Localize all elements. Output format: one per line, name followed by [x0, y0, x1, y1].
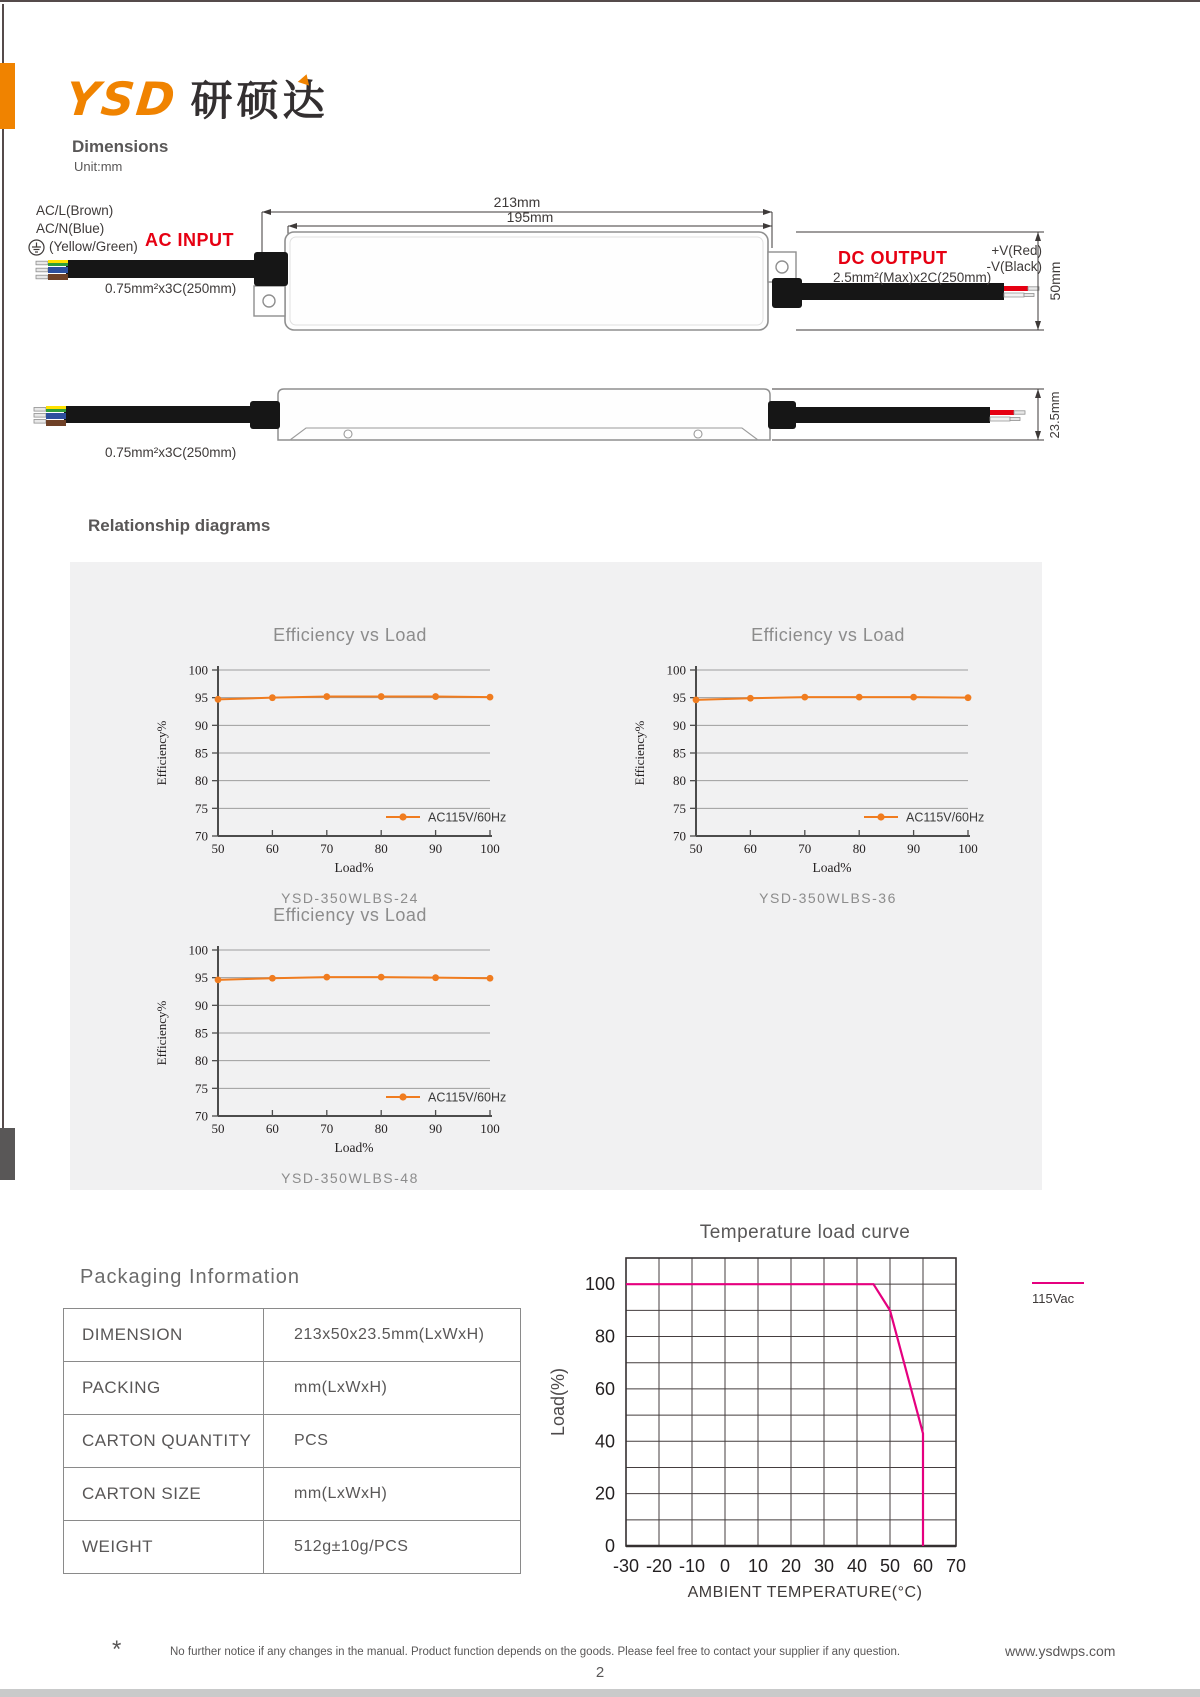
chart-model: YSD-350WLBS-48 [281, 1170, 419, 1186]
svg-text:95: 95 [673, 690, 686, 706]
temp-legend-label: 115Vac [1032, 1291, 1075, 1306]
svg-text:80: 80 [195, 773, 208, 789]
wire-brown [48, 274, 68, 280]
svg-text:80: 80 [374, 841, 388, 856]
chart-model: YSD-350WLBS-36 [759, 890, 897, 906]
svg-text:Efficiency%: Efficiency% [632, 720, 647, 786]
temperature-load-chart [530, 1245, 1010, 1593]
svg-text:85: 85 [195, 745, 208, 761]
svg-text:Efficiency%: Efficiency% [154, 1000, 169, 1066]
label-ground: (Yellow/Green) [49, 239, 138, 254]
table-row [64, 1521, 521, 1574]
svg-text:90: 90 [195, 717, 208, 733]
svg-text:60: 60 [265, 841, 279, 856]
mount-hole-right [776, 261, 788, 273]
svg-text:75: 75 [195, 1080, 208, 1096]
svg-text:-30: -30 [612, 1556, 640, 1576]
chart-title: Efficiency vs Load [273, 905, 427, 925]
wire-white [1004, 293, 1024, 297]
packaging-table [63, 1308, 521, 1574]
svg-text:30: 30 [813, 1556, 835, 1576]
svg-text:80: 80 [195, 1053, 208, 1069]
svg-text:70: 70 [320, 841, 334, 856]
chart-title: Efficiency vs Load [273, 625, 427, 645]
svg-text:70: 70 [195, 1108, 208, 1124]
svg-text:AC115V/60Hz: AC115V/60Hz [428, 1090, 507, 1105]
chart-title: Efficiency vs Load [751, 625, 905, 645]
top-border-line [0, 0, 1200, 2]
label-v-minus: -V(Black) [986, 259, 1042, 274]
table-row [64, 1362, 521, 1415]
row-value: mm(LxWxH) [264, 1362, 521, 1415]
mount-hole-left [263, 295, 275, 307]
svg-text:90: 90 [429, 841, 443, 856]
table-row [64, 1309, 521, 1362]
label-input-cable: 0.75mm²x3C(250mm) [105, 281, 237, 296]
svg-text:80: 80 [374, 1121, 388, 1136]
chart-model: YSD-350WLBS-24 [281, 890, 419, 906]
bottom-bar [0, 1689, 1200, 1697]
dimensions-title: Dimensions [72, 137, 169, 156]
orange-edge-tab [0, 63, 15, 129]
svg-text:AC115V/60Hz: AC115V/60Hz [428, 810, 507, 825]
svg-text:80: 80 [594, 1326, 615, 1347]
efficiency-chart-48-plot [150, 930, 550, 1170]
svg-text:80: 80 [852, 841, 866, 856]
svg-text:50: 50 [689, 841, 703, 856]
efficiency-chart-24-plot [150, 650, 550, 890]
label-ac-input: AC INPUT [145, 230, 234, 250]
footnote-star: * [112, 1636, 122, 1663]
svg-text:90: 90 [195, 997, 208, 1013]
left-border-line [2, 4, 4, 1130]
ground-icon [28, 239, 45, 256]
svg-text:90: 90 [429, 1121, 443, 1136]
label-output-cable: 2.5mm²(Max)x2C(250mm) [833, 270, 992, 285]
svg-text:50: 50 [879, 1556, 901, 1576]
temp-chart-xlabel: AMBIENT TEMPERATURE(°C) [687, 1584, 923, 1601]
temp-chart-title: Temperature load curve [699, 1222, 911, 1243]
svg-text:100: 100 [584, 1274, 615, 1295]
input-connector-side [250, 401, 280, 429]
row-label: DIMENSION [64, 1309, 264, 1362]
svg-text:70: 70 [195, 828, 208, 844]
svg-text:0: 0 [719, 1556, 731, 1576]
table-row [64, 1468, 521, 1521]
packaging-title: Packaging Information [80, 1266, 301, 1288]
output-connector [772, 278, 802, 308]
efficiency-chart-36-plot [628, 650, 1028, 890]
output-cable-side [794, 407, 990, 423]
efficiency-chart-36 [628, 625, 1028, 906]
wire-blue [48, 267, 68, 273]
svg-text:90: 90 [673, 717, 686, 733]
svg-text:40: 40 [594, 1431, 615, 1452]
psu-body-top-view [285, 232, 768, 330]
efficiency-chart-24 [150, 625, 550, 906]
brand-logo [63, 68, 329, 128]
page-number: 2 [595, 1664, 605, 1681]
efficiency-chart-48 [150, 905, 550, 1186]
input-connector [254, 252, 288, 286]
svg-text:100: 100 [480, 841, 500, 856]
label-ac-n: AC/N(Blue) [36, 221, 105, 236]
output-cable [800, 283, 1004, 300]
svg-text:100: 100 [188, 942, 208, 958]
svg-text:20: 20 [780, 1556, 802, 1576]
svg-text:50: 50 [211, 841, 225, 856]
row-label: PACKING [64, 1362, 264, 1415]
svg-text:Load%: Load% [334, 860, 374, 875]
svg-text:Load(%): Load(%) [548, 1367, 568, 1437]
svg-text:Load%: Load% [334, 1140, 374, 1155]
svg-text:75: 75 [195, 800, 208, 816]
table-row [64, 1415, 521, 1468]
row-label: CARTON SIZE [64, 1468, 264, 1521]
row-value: mm(LxWxH) [264, 1468, 521, 1521]
svg-text:0: 0 [604, 1536, 615, 1556]
svg-text:80: 80 [673, 773, 686, 789]
wire-red [1004, 286, 1028, 291]
row-value: 512g±10g/PCS [264, 1521, 521, 1574]
row-value: 213x50x23.5mm(LxWxH) [264, 1309, 521, 1362]
svg-text:AC115V/60Hz: AC115V/60Hz [906, 810, 985, 825]
label-ac-l: AC/L(Brown) [36, 203, 114, 218]
svg-text:Efficiency%: Efficiency% [154, 720, 169, 786]
svg-text:60: 60 [594, 1378, 615, 1399]
svg-text:100: 100 [480, 1121, 500, 1136]
svg-text:20: 20 [594, 1483, 615, 1504]
dim-23-5mm-label: 23.5mm [1047, 391, 1062, 439]
gray-edge-tab [0, 1128, 15, 1180]
svg-text:90: 90 [907, 841, 921, 856]
temp-legend-line [1032, 1282, 1084, 1284]
svg-text:95: 95 [195, 970, 208, 986]
svg-text:40: 40 [846, 1556, 868, 1576]
svg-text:-10: -10 [678, 1556, 706, 1576]
label-input-cable-side: 0.75mm²x3C(250mm) [105, 445, 237, 460]
label-dc-output: DC OUTPUT [838, 248, 948, 268]
svg-text:100: 100 [958, 841, 978, 856]
svg-text:10: 10 [747, 1556, 769, 1576]
dimensions-unit: Unit:mm [74, 159, 123, 174]
svg-text:75: 75 [673, 800, 686, 816]
svg-text:-20: -20 [645, 1556, 673, 1576]
output-connector-side [768, 401, 796, 429]
svg-text:60: 60 [265, 1121, 279, 1136]
input-cable-side [64, 406, 252, 423]
svg-text:60: 60 [912, 1556, 934, 1576]
wire-green [48, 263, 68, 266]
footnote-text: No further notice if any changes in the manual. Product function depends on the goods. Please feel free to contact your supplier if any question. [170, 1646, 901, 1658]
label-v-plus: +V(Red) [991, 243, 1042, 258]
dim-50mm-label: 50mm [1047, 261, 1063, 301]
brand-logo-cn: 研硕达 [190, 77, 329, 124]
svg-text:100: 100 [666, 662, 686, 678]
dim-195mm-label: 195mm [506, 209, 554, 225]
svg-text:95: 95 [195, 690, 208, 706]
svg-text:100: 100 [188, 662, 208, 678]
svg-text:60: 60 [743, 841, 757, 856]
row-label: WEIGHT [64, 1521, 264, 1574]
svg-text:70: 70 [673, 828, 686, 844]
relationship-title: Relationship diagrams [88, 516, 271, 535]
svg-text:70: 70 [945, 1556, 967, 1576]
wire-yellow [48, 260, 68, 263]
row-value: PCS [264, 1415, 521, 1468]
row-label: CARTON QUANTITY [64, 1415, 264, 1468]
svg-text:50: 50 [211, 1121, 225, 1136]
svg-text:85: 85 [673, 745, 686, 761]
input-cable [66, 260, 262, 278]
svg-text:70: 70 [320, 1121, 334, 1136]
brand-logo-latin: YSD [63, 72, 180, 126]
dim-213mm-label: 213mm [493, 194, 541, 210]
svg-text:70: 70 [798, 841, 812, 856]
svg-text:85: 85 [195, 1025, 208, 1041]
svg-text:Load%: Load% [812, 860, 852, 875]
website-text: www.ysdwps.com [1005, 1643, 1116, 1659]
